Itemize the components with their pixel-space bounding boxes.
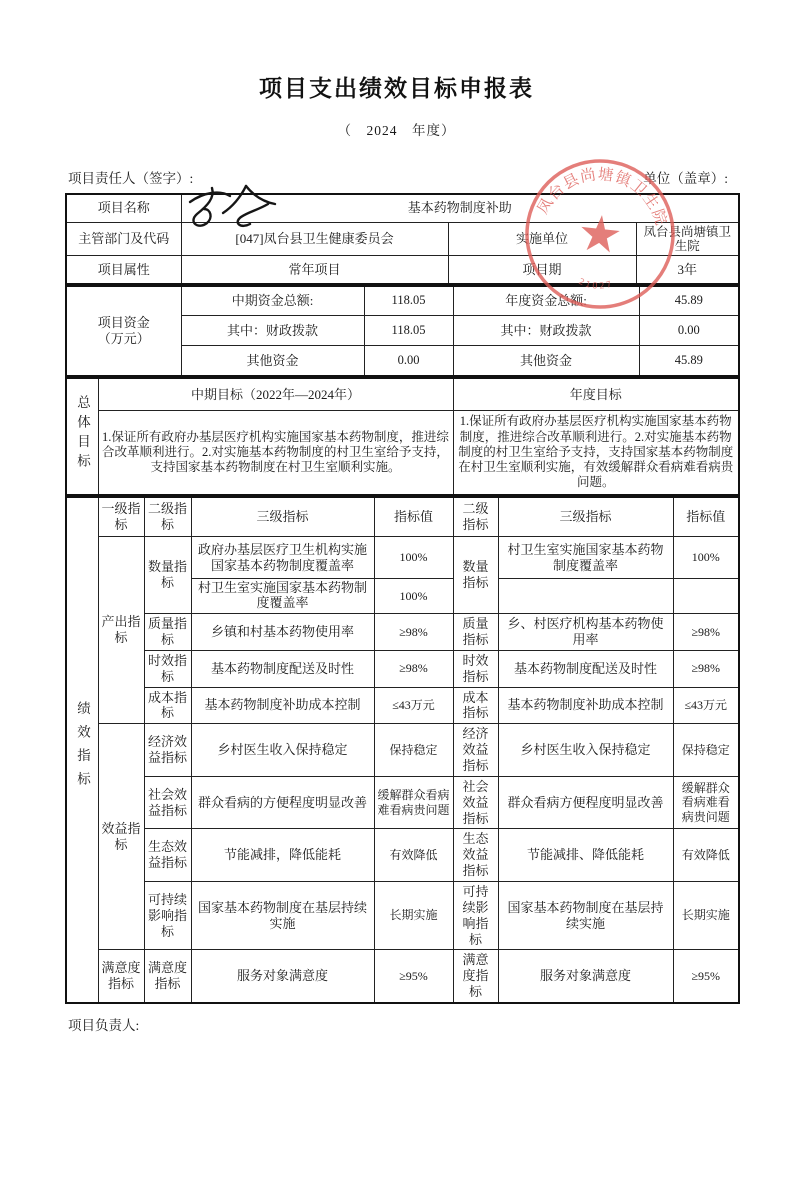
value-cell: 缓解群众看病难看病贵问题 xyxy=(374,776,453,829)
l3-cell: 乡镇和村基本药物使用率 xyxy=(191,614,374,651)
r2-quantity: 数量指标 xyxy=(453,537,498,614)
mid-goal-header: 中期目标（2022年—2024年） xyxy=(98,378,453,411)
header-r3: 三级指标 xyxy=(498,497,673,537)
unit-seal-label: 单位（盖章）: xyxy=(643,171,728,186)
l3-cell: 基本药物制度补助成本控制 xyxy=(191,687,374,724)
attr-value: 常年项目 xyxy=(181,256,448,284)
signer-label: 项目责任人（签字）: xyxy=(68,171,194,186)
level1-benefit: 效益指标 xyxy=(98,724,144,950)
project-name-label: 项目名称 xyxy=(66,194,181,222)
page-title: 项目支出绩效目标申报表 xyxy=(259,76,534,101)
impl-unit-label: 实施单位 xyxy=(448,222,636,256)
r2-timeliness: 时效指标 xyxy=(453,650,498,687)
indicators-side-label: 绩效指标 xyxy=(66,497,98,1003)
l2-sustainability: 可持续影响指标 xyxy=(144,882,191,950)
l2-economic: 经济效益指标 xyxy=(144,724,191,777)
r3-cell: 村卫生室实施国家基本药物制度覆盖率 xyxy=(498,537,673,579)
funds-table xyxy=(65,285,740,377)
r2-satisfaction: 满意度指标 xyxy=(453,950,498,1003)
l2-social: 社会效益指标 xyxy=(144,776,191,829)
period-value: 3年 xyxy=(636,256,739,284)
dept-label: 主管部门及代码 xyxy=(66,222,181,256)
mid-goal-text: 1.保证所有政府办基层医疗机构实施国家基本药物制度，推进综合改革顺利进行。2.对实施基本药物制度的村卫生室给予支持，支持国家基本药物制度在村卫生室顺利实施。 xyxy=(98,411,453,495)
project-info-table xyxy=(65,193,740,285)
project-head-label: 项目负责人: xyxy=(68,1018,140,1034)
l2-timeliness: 时效指标 xyxy=(144,650,191,687)
r2-ecological: 生态效益指标 xyxy=(453,829,498,882)
rvalue-cell: 缓解群众看病难看病贵问题 xyxy=(673,776,739,829)
header-value: 指标值 xyxy=(374,497,453,537)
r3-cell-empty xyxy=(498,579,673,614)
header-r2: 二级指标 xyxy=(453,497,498,537)
impl-unit-value: 凤台县尚塘镇卫生院 xyxy=(636,222,739,256)
year-fiscal-label: 其中：财政拨款 xyxy=(453,316,639,346)
value-cell: ≥95% xyxy=(374,950,453,1003)
mid-fiscal-value: 118.05 xyxy=(364,316,453,346)
r2-social: 社会效益指标 xyxy=(453,776,498,829)
l3-cell: 乡村医生收入保持稳定 xyxy=(191,724,374,777)
rvalue-cell-empty xyxy=(673,579,739,614)
value-cell: 保持稳定 xyxy=(374,724,453,777)
r3-cell: 节能减排、降低能耗 xyxy=(498,829,673,882)
mid-other-label: 其他资金 xyxy=(181,346,364,376)
year-other-label: 其他资金 xyxy=(453,346,639,376)
period-label: 项目期 xyxy=(448,256,636,284)
value-cell: 100% xyxy=(374,579,453,614)
year-goal-text: 1.保证所有政府办基层医疗机构实施国家基本药物制度，推进综合改革顺利进行。2.对实施基本药物制度的村卫生室给予支持，支持国家基本药物制度在村卫生室顺利实施，有效缓解群众看病难看病贵问题。 xyxy=(453,411,739,495)
rvalue-cell: ≤43万元 xyxy=(673,687,739,724)
mid-other-value: 0.00 xyxy=(364,346,453,376)
r3-cell: 基本药物制度补助成本控制 xyxy=(498,687,673,724)
value-cell: ≥98% xyxy=(374,650,453,687)
l3-cell: 节能减排，降低能耗 xyxy=(191,829,374,882)
mid-total-label: 中期资金总额: xyxy=(181,286,364,316)
page-subtitle: （ 2024 年度） xyxy=(337,123,456,138)
rvalue-cell: 有效降低 xyxy=(673,829,739,882)
rvalue-cell: ≥98% xyxy=(673,614,739,651)
rvalue-cell: 100% xyxy=(673,537,739,579)
year-other-value: 45.89 xyxy=(639,346,739,376)
l2-quality: 质量指标 xyxy=(144,614,191,651)
l2-ecological: 生态效益指标 xyxy=(144,829,191,882)
header-rvalue: 指标值 xyxy=(673,497,739,537)
rvalue-cell: ≥98% xyxy=(673,650,739,687)
project-name-value: 基本药物制度补助 xyxy=(181,194,739,222)
value-cell: 100% xyxy=(374,537,453,579)
year-total-value: 45.89 xyxy=(639,286,739,316)
l3-cell: 国家基本药物制度在基层持续实施 xyxy=(191,882,374,950)
year-total-label: 年度资金总额: xyxy=(453,286,639,316)
l3-cell: 村卫生室实施国家基本药物制度覆盖率 xyxy=(191,579,374,614)
r3-cell: 群众看病方便程度明显改善 xyxy=(498,776,673,829)
goals-side-label: 总体目标 xyxy=(66,378,98,495)
indicators-table xyxy=(65,496,740,1004)
mid-fiscal-label: 其中：财政拨款 xyxy=(181,316,364,346)
l2-satisfaction: 满意度指标 xyxy=(144,950,191,1003)
signature-row xyxy=(65,159,728,187)
r3-cell: 国家基本药物制度在基层持续实施 xyxy=(498,882,673,950)
value-cell: 长期实施 xyxy=(374,882,453,950)
rvalue-cell: 保持稳定 xyxy=(673,724,739,777)
l2-cost: 成本指标 xyxy=(144,687,191,724)
year-goal-header: 年度目标 xyxy=(453,378,739,411)
value-cell: 有效降低 xyxy=(374,829,453,882)
value-cell: ≤43万元 xyxy=(374,687,453,724)
r3-cell: 乡村医生收入保持稳定 xyxy=(498,724,673,777)
seal-text: 凤台县尚塘镇卫生院 xyxy=(534,166,670,229)
l3-cell: 群众看病的方便程度明显改善 xyxy=(191,776,374,829)
rvalue-cell: 长期实施 xyxy=(673,882,739,950)
rvalue-cell: ≥95% xyxy=(673,950,739,1003)
r2-quality: 质量指标 xyxy=(453,614,498,651)
header-l1: 一级指标 xyxy=(98,497,144,537)
l3-cell: 基本药物制度配送及时性 xyxy=(191,650,374,687)
r3-cell: 服务对象满意度 xyxy=(498,950,673,1003)
r2-cost: 成本指标 xyxy=(453,687,498,724)
mid-total-value: 118.05 xyxy=(364,286,453,316)
level1-satisfaction: 满意度指标 xyxy=(98,950,144,1003)
r2-sustainability: 可持续影响指标 xyxy=(453,882,498,950)
r2-economic: 经济效益指标 xyxy=(453,724,498,777)
l3-cell: 服务对象满意度 xyxy=(191,950,374,1003)
l3-cell: 政府办基层医疗卫生机构实施国家基本药物制度覆盖率 xyxy=(191,537,374,579)
level1-output: 产出指标 xyxy=(98,537,144,724)
header-l2: 二级指标 xyxy=(144,497,191,537)
value-cell: ≥98% xyxy=(374,614,453,651)
header-l3: 三级指标 xyxy=(191,497,374,537)
attr-label: 项目属性 xyxy=(66,256,181,284)
year-fiscal-value: 0.00 xyxy=(639,316,739,346)
l2-quantity: 数量指标 xyxy=(144,537,191,614)
goals-table xyxy=(65,377,740,496)
r3-cell: 乡、村医疗机构基本药物使用率 xyxy=(498,614,673,651)
r3-cell: 基本药物制度配送及时性 xyxy=(498,650,673,687)
dept-value: [047]凤台县卫生健康委员会 xyxy=(181,222,448,256)
seal-serial: 21027 xyxy=(576,276,615,292)
funds-side-label: 项目资金 （万元） xyxy=(66,286,181,376)
